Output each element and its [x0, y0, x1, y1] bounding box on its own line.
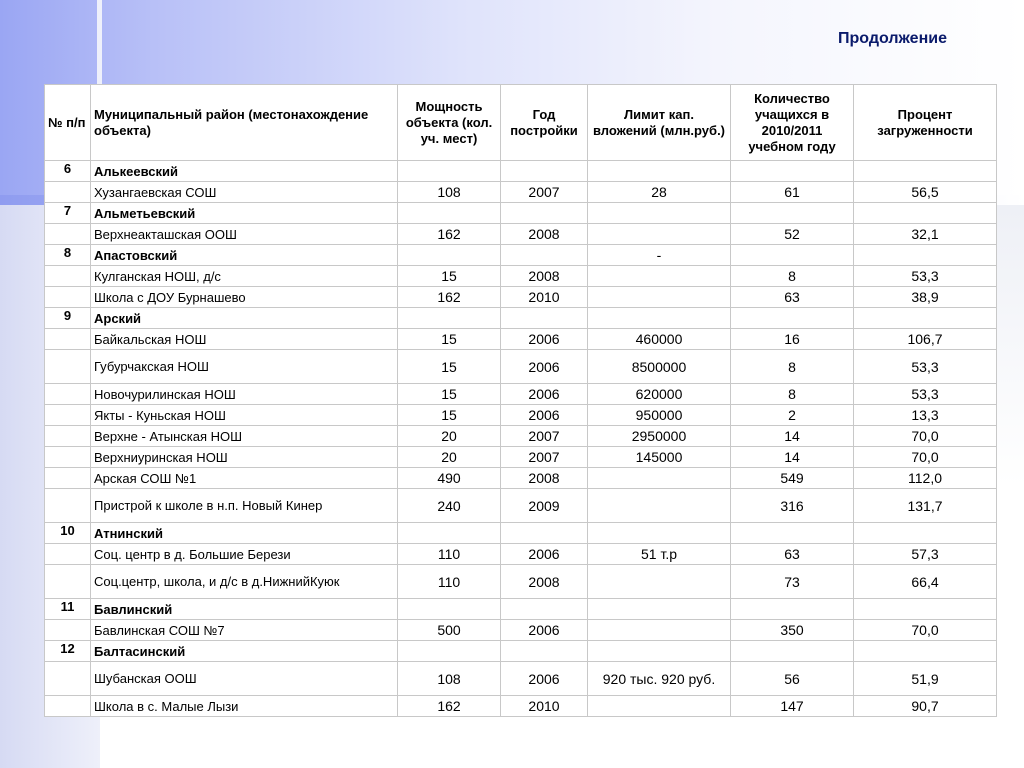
- object-name: Пристрой к школе в н.п. Новый Кинер: [91, 489, 398, 523]
- row-number: 6: [45, 161, 91, 182]
- cell-year: 2008: [501, 224, 588, 245]
- header-district: Муниципальный район (местонахождение объекта): [91, 85, 398, 161]
- cell-capacity: 162: [398, 696, 501, 717]
- cell-capacity: 15: [398, 350, 501, 384]
- cell-capacity: [398, 245, 501, 266]
- row-number: 10: [45, 523, 91, 544]
- cell-limit: [588, 266, 731, 287]
- object-name: Школа в с. Малые Лызи: [91, 696, 398, 717]
- cell-load: [854, 308, 997, 329]
- table-row: [45, 544, 997, 565]
- object-name: Губурчакская НОШ: [91, 350, 398, 384]
- district-row: [45, 161, 997, 182]
- cell-students: 52: [731, 224, 854, 245]
- table-row: [45, 620, 997, 641]
- cell-load: 51,9: [854, 662, 997, 696]
- cell-year: 2008: [501, 565, 588, 599]
- cell-capacity: [398, 523, 501, 544]
- cell-limit: [588, 468, 731, 489]
- object-name: Кулганская НОШ, д/с: [91, 266, 398, 287]
- table-row: [45, 329, 997, 350]
- object-name: Шубанская ООШ: [91, 662, 398, 696]
- cell-students: 61: [731, 182, 854, 203]
- cell-students: 316: [731, 489, 854, 523]
- cell-capacity: 15: [398, 405, 501, 426]
- cell-limit: [588, 287, 731, 308]
- cell-year: 2008: [501, 468, 588, 489]
- cell-limit: [588, 203, 731, 224]
- table-row: [45, 662, 997, 696]
- row-number: [45, 266, 91, 287]
- cell-load: 57,3: [854, 544, 997, 565]
- row-number: [45, 620, 91, 641]
- row-number: 8: [45, 245, 91, 266]
- header-capacity: Мощность объекта (кол. уч. мест): [398, 85, 501, 161]
- row-number: [45, 384, 91, 405]
- cell-load: 38,9: [854, 287, 997, 308]
- cell-students: [731, 161, 854, 182]
- table-header-row: [45, 85, 997, 161]
- table-row: [45, 447, 997, 468]
- cell-load: 56,5: [854, 182, 997, 203]
- cell-capacity: 490: [398, 468, 501, 489]
- cell-students: [731, 308, 854, 329]
- cell-capacity: [398, 161, 501, 182]
- cell-limit: [588, 620, 731, 641]
- cell-limit: 920 тыс. 920 руб.: [588, 662, 731, 696]
- cell-capacity: 240: [398, 489, 501, 523]
- cell-students: [731, 245, 854, 266]
- row-number: [45, 426, 91, 447]
- cell-students: [731, 641, 854, 662]
- row-number: [45, 696, 91, 717]
- cell-limit: 8500000: [588, 350, 731, 384]
- cell-load: [854, 599, 997, 620]
- table-row: [45, 384, 997, 405]
- cell-limit: [588, 489, 731, 523]
- object-name: Арская СОШ №1: [91, 468, 398, 489]
- object-name: Школа с ДОУ Бурнашево: [91, 287, 398, 308]
- cell-capacity: 15: [398, 329, 501, 350]
- cell-students: 16: [731, 329, 854, 350]
- row-number: [45, 182, 91, 203]
- table-row: [45, 468, 997, 489]
- table-row: [45, 224, 997, 245]
- cell-capacity: 15: [398, 384, 501, 405]
- cell-year: 2008: [501, 266, 588, 287]
- cell-students: 147: [731, 696, 854, 717]
- cell-capacity: 110: [398, 565, 501, 599]
- cell-capacity: 20: [398, 447, 501, 468]
- district-row: [45, 308, 997, 329]
- cell-load: 13,3: [854, 405, 997, 426]
- header-no: № п/п: [45, 85, 91, 161]
- cell-limit: -: [588, 245, 731, 266]
- row-number: 11: [45, 599, 91, 620]
- district-name: Атнинский: [91, 523, 398, 544]
- row-number: [45, 565, 91, 599]
- cell-students: 8: [731, 350, 854, 384]
- schools-table: [44, 84, 997, 717]
- cell-year: [501, 161, 588, 182]
- row-number: 12: [45, 641, 91, 662]
- row-number: [45, 329, 91, 350]
- cell-limit: [588, 224, 731, 245]
- cell-students: 8: [731, 266, 854, 287]
- cell-limit: [588, 161, 731, 182]
- cell-year: 2007: [501, 426, 588, 447]
- cell-load: 70,0: [854, 620, 997, 641]
- row-number: [45, 405, 91, 426]
- cell-limit: [588, 599, 731, 620]
- cell-year: 2007: [501, 447, 588, 468]
- table-row: [45, 696, 997, 717]
- cell-year: [501, 203, 588, 224]
- cell-year: 2006: [501, 405, 588, 426]
- cell-year: 2007: [501, 182, 588, 203]
- cell-load: 106,7: [854, 329, 997, 350]
- cell-students: 14: [731, 447, 854, 468]
- cell-students: 56: [731, 662, 854, 696]
- cell-capacity: 108: [398, 662, 501, 696]
- cell-limit: 145000: [588, 447, 731, 468]
- row-number: 9: [45, 308, 91, 329]
- cell-limit: [588, 523, 731, 544]
- cell-limit: 51 т.р: [588, 544, 731, 565]
- cell-load: 66,4: [854, 565, 997, 599]
- cell-students: 63: [731, 287, 854, 308]
- district-name: Балтасинский: [91, 641, 398, 662]
- cell-students: [731, 599, 854, 620]
- cell-year: 2006: [501, 620, 588, 641]
- cell-limit: [588, 565, 731, 599]
- cell-capacity: [398, 599, 501, 620]
- cell-capacity: 110: [398, 544, 501, 565]
- object-name: Новочурилинская НОШ: [91, 384, 398, 405]
- cell-load: [854, 203, 997, 224]
- row-number: [45, 544, 91, 565]
- cell-load: [854, 523, 997, 544]
- cell-students: [731, 523, 854, 544]
- cell-limit: 620000: [588, 384, 731, 405]
- cell-year: [501, 523, 588, 544]
- table-row: [45, 182, 997, 203]
- cell-limit: 2950000: [588, 426, 731, 447]
- cell-load: 70,0: [854, 426, 997, 447]
- table-row: [45, 565, 997, 599]
- header-year: Год постройки: [501, 85, 588, 161]
- cell-year: 2006: [501, 350, 588, 384]
- district-row: [45, 523, 997, 544]
- cell-students: 73: [731, 565, 854, 599]
- row-number: 7: [45, 203, 91, 224]
- row-number: [45, 287, 91, 308]
- cell-load: 131,7: [854, 489, 997, 523]
- object-name: Верхниуринская НОШ: [91, 447, 398, 468]
- cell-load: 53,3: [854, 266, 997, 287]
- table-row: [45, 489, 997, 523]
- cell-year: 2006: [501, 384, 588, 405]
- row-number: [45, 224, 91, 245]
- cell-students: 350: [731, 620, 854, 641]
- district-name: Альметьевский: [91, 203, 398, 224]
- object-name: Верхне - Атынская НОШ: [91, 426, 398, 447]
- cell-students: 8: [731, 384, 854, 405]
- cell-students: 2: [731, 405, 854, 426]
- cell-capacity: [398, 641, 501, 662]
- object-name: Байкальская НОШ: [91, 329, 398, 350]
- cell-limit: [588, 641, 731, 662]
- cell-capacity: 162: [398, 287, 501, 308]
- row-number: [45, 447, 91, 468]
- table-row: [45, 405, 997, 426]
- district-name: Алькеевский: [91, 161, 398, 182]
- cell-limit: [588, 696, 731, 717]
- cell-capacity: [398, 308, 501, 329]
- district-row: [45, 599, 997, 620]
- object-name: Якты - Куньская НОШ: [91, 405, 398, 426]
- cell-load: [854, 641, 997, 662]
- district-name: Апастовский: [91, 245, 398, 266]
- cell-year: [501, 245, 588, 266]
- district-name: Бавлинский: [91, 599, 398, 620]
- row-number: [45, 350, 91, 384]
- cell-capacity: 500: [398, 620, 501, 641]
- cell-load: [854, 161, 997, 182]
- cell-students: 14: [731, 426, 854, 447]
- cell-year: [501, 308, 588, 329]
- cell-load: 53,3: [854, 350, 997, 384]
- district-row: [45, 245, 997, 266]
- table-row: [45, 266, 997, 287]
- cell-year: [501, 599, 588, 620]
- cell-year: 2009: [501, 489, 588, 523]
- slide-title: Продолжение: [838, 30, 947, 47]
- cell-year: 2006: [501, 329, 588, 350]
- cell-load: 53,3: [854, 384, 997, 405]
- object-name: Верхнеакташская ООШ: [91, 224, 398, 245]
- cell-limit: [588, 308, 731, 329]
- cell-year: 2006: [501, 662, 588, 696]
- cell-limit: 460000: [588, 329, 731, 350]
- cell-load: 70,0: [854, 447, 997, 468]
- district-row: [45, 641, 997, 662]
- cell-limit: 28: [588, 182, 731, 203]
- cell-year: [501, 641, 588, 662]
- object-name: Соц. центр в д. Большие Берези: [91, 544, 398, 565]
- cell-limit: 950000: [588, 405, 731, 426]
- cell-load: 32,1: [854, 224, 997, 245]
- header-load: Процент загруженности: [854, 85, 997, 161]
- cell-year: 2006: [501, 544, 588, 565]
- row-number: [45, 662, 91, 696]
- cell-students: 63: [731, 544, 854, 565]
- table-row: [45, 287, 997, 308]
- cell-load: [854, 245, 997, 266]
- table-row: [45, 426, 997, 447]
- cell-capacity: 15: [398, 266, 501, 287]
- object-name: Соц.центр, школа, и д/с в д.НижнийКуюк: [91, 565, 398, 599]
- cell-load: 90,7: [854, 696, 997, 717]
- row-number: [45, 468, 91, 489]
- cell-capacity: 162: [398, 224, 501, 245]
- row-number: [45, 489, 91, 523]
- decorative-stripe: [97, 0, 102, 90]
- cell-capacity: 108: [398, 182, 501, 203]
- object-name: Хузангаевская СОШ: [91, 182, 398, 203]
- table-row: [45, 350, 997, 384]
- district-row: [45, 203, 997, 224]
- object-name: Бавлинская СОШ №7: [91, 620, 398, 641]
- cell-load: 112,0: [854, 468, 997, 489]
- cell-capacity: [398, 203, 501, 224]
- cell-students: 549: [731, 468, 854, 489]
- cell-capacity: 20: [398, 426, 501, 447]
- cell-students: [731, 203, 854, 224]
- header-limit: Лимит кап. вложений (млн.руб.): [588, 85, 731, 161]
- header-students: Количество учащихся в 2010/2011 учебном году: [731, 85, 854, 161]
- cell-year: 2010: [501, 287, 588, 308]
- district-name: Арский: [91, 308, 398, 329]
- cell-year: 2010: [501, 696, 588, 717]
